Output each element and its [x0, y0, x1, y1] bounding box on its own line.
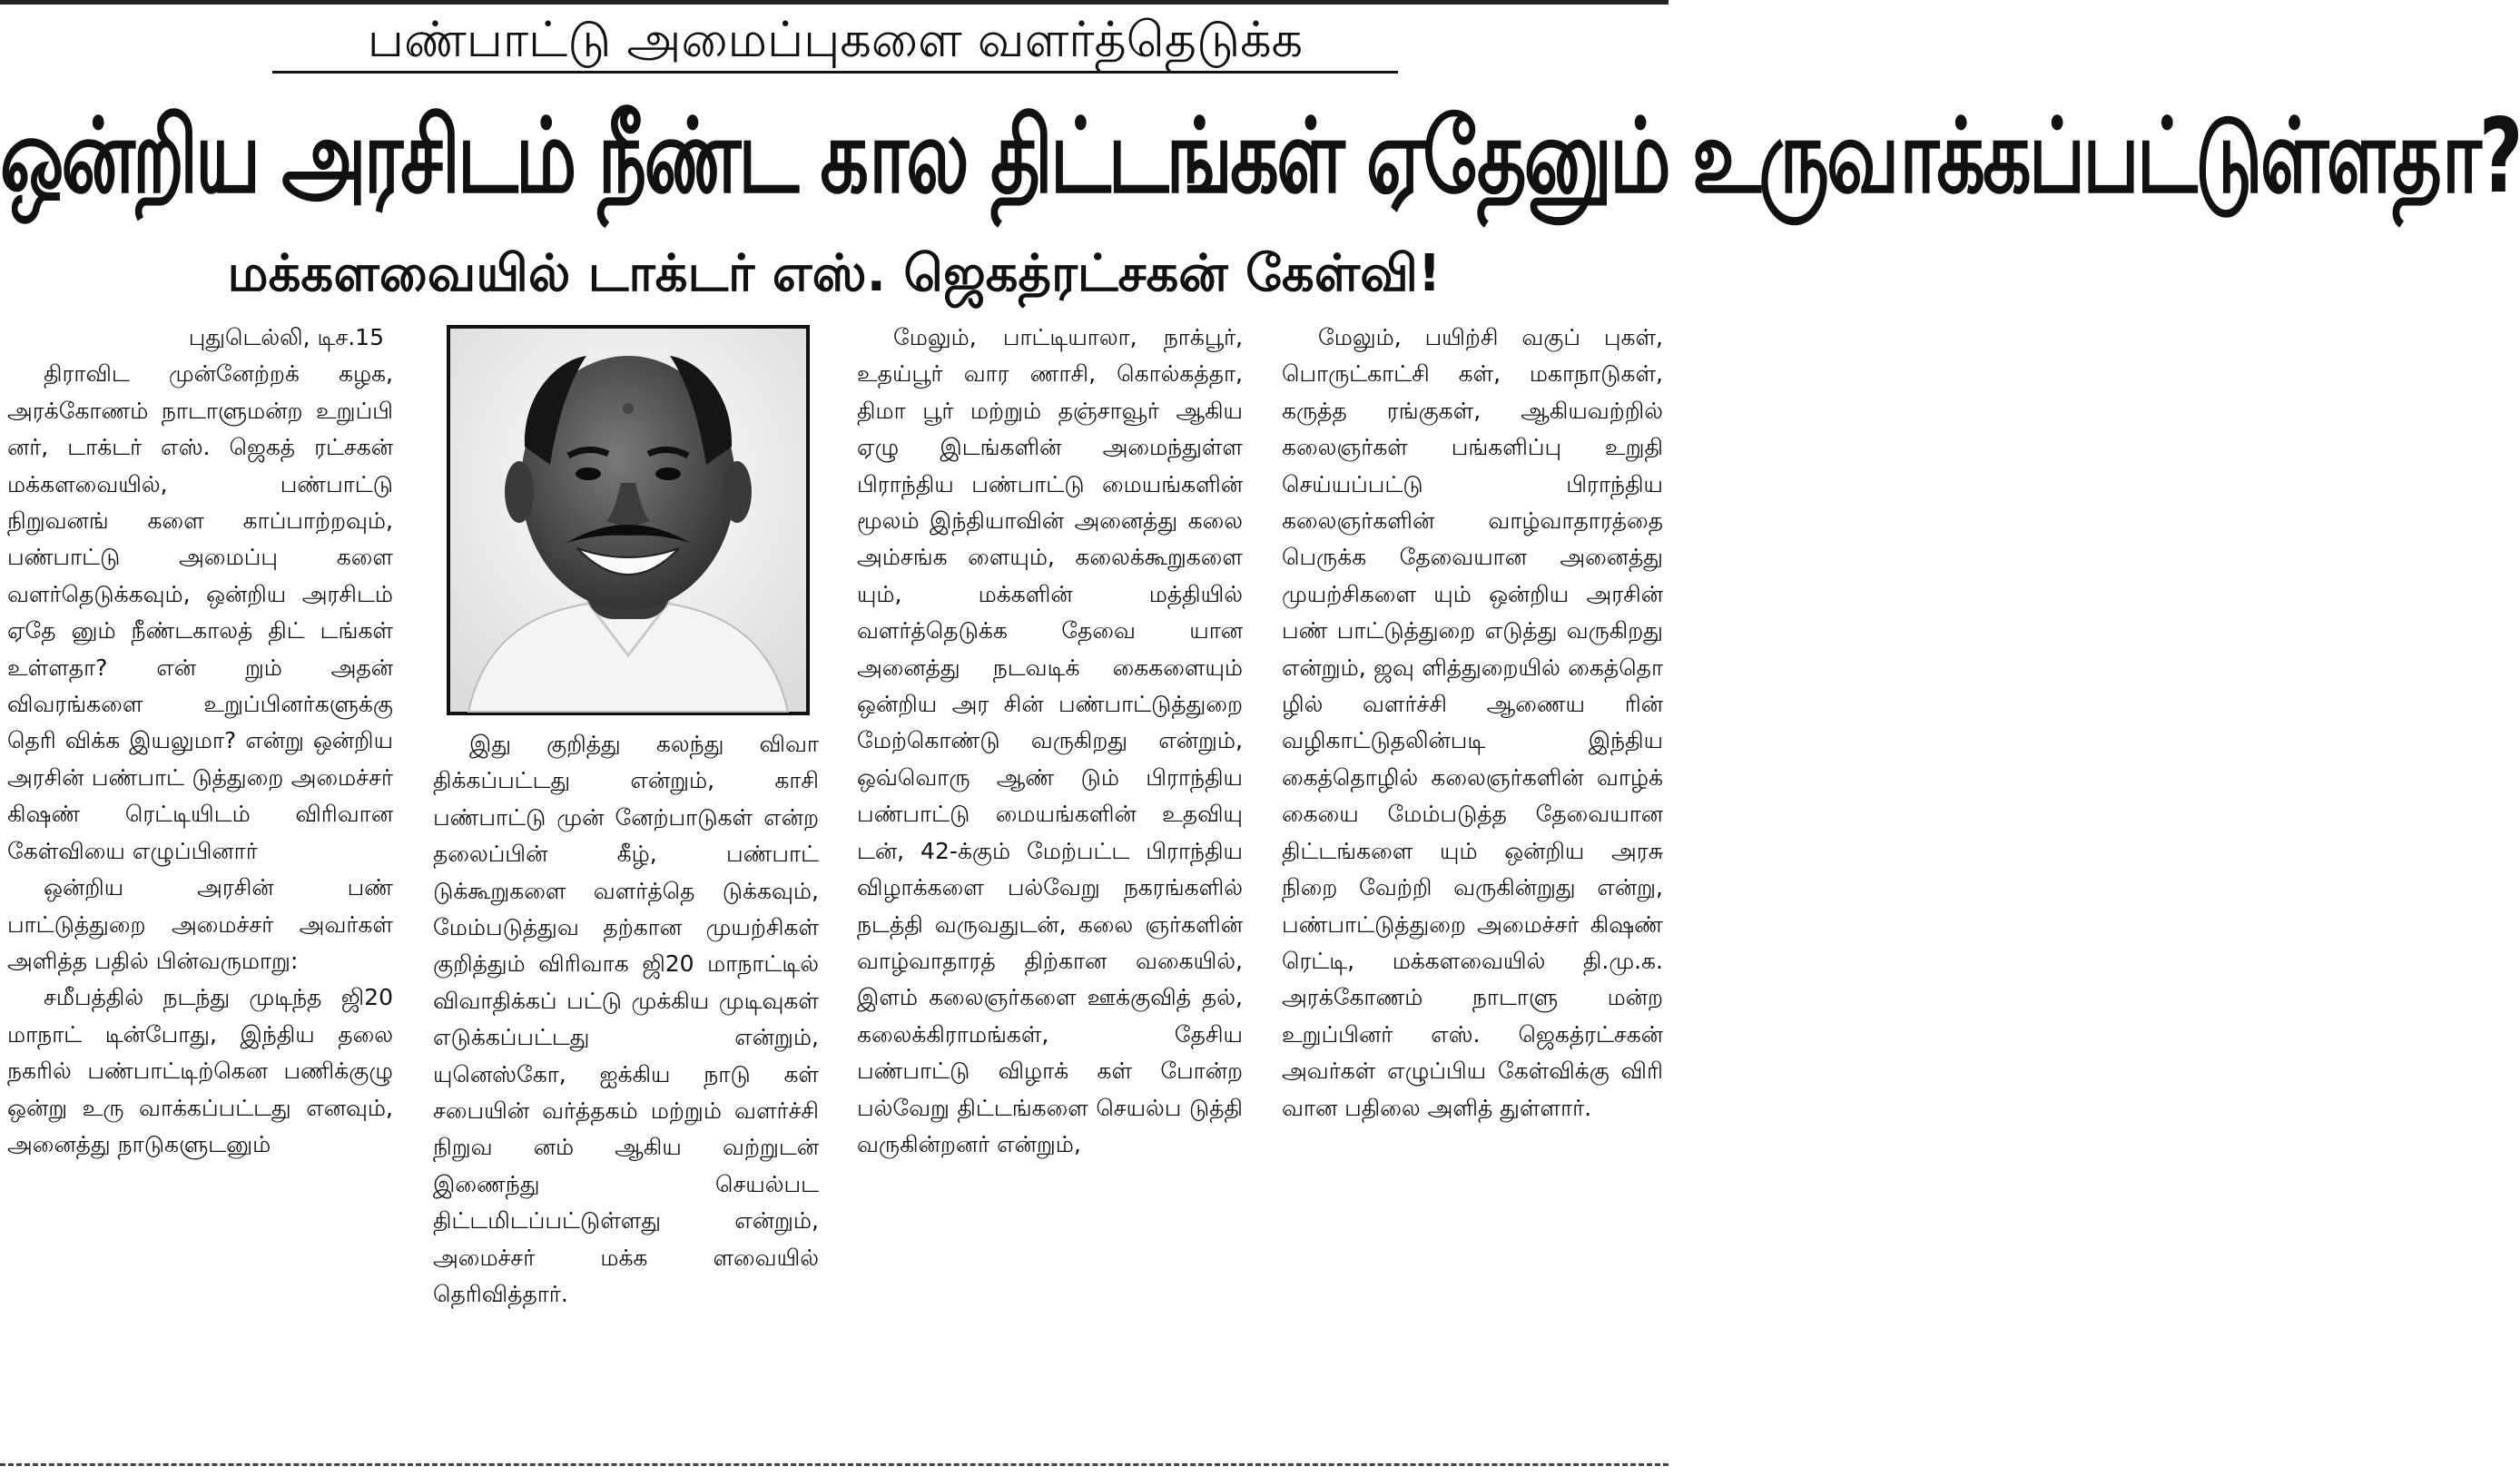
paragraph: திராவிட முன்னேற்றக் கழக, அரக்கோணம் நாடாளுமன்ற உறுப்பி னர், டாக்டர் எஸ். ஜெகத் ரட்சகன் மக்களவையில், பண்பாட்டு நிறுவனங் களை காப்பாற்றவும், பண்பாட்டு அமைப்பு களை வளர்தெடுக்கவும், ஒன்றிய அரசிடம் ஏதே னும் நீண்டகாலத் திட் டங்கள் உள்ளதா? என் றும் அதன் விவரங்களை உறுப்பினர்களுக்கு தெரி விக்க இயலுமா? என்று ஒன்றிய அரசின் பண்பாட் டுத்துறை அமைச்சர் கிஷண் ரெட்டியிடம் விரிவான கேள்வியை எழுப்பினார்	[7, 360, 393, 864]
portrait-illustration	[450, 329, 806, 712]
portrait-photo	[447, 325, 810, 715]
paragraph: ஒன்றிய அரசின் பண் பாட்டுத்துறை அமைச்சர் அவர்கள் அளித்த பதில் பின்வருமாறு:	[7, 874, 393, 974]
article-column-4	[1282, 320, 1663, 1454]
paragraph: இது குறித்து கலந்து விவா திக்கப்பட்டது என்றும், காசி பண்பாட்டு முன் னேற்பாடுகள் என்ற தலைப்பின் கீழ், பண்பாட் டுக்கூறுகளை வளர்த்தெ டுக்கவும், மேம்படுத்துவ தற்கான முயற்சிகள் குறித்தும் விரிவாக ஜி20 மாநாட்டில் விவாதிக்கப் பட்டு முக்கிய முடிவுகள் எடுக்கப்பட்டது என்றும், யுனெஸ்கோ, ஐக்கிய நாடு கள் சபையின் வர்த்தகம் மற்றும் வளர்ச்சி நிறுவ னம் ஆகிய வற்றுடன் இணைந்து செயல்பட திட்டமிடப்பட்டுள்ளது என்றும், அமைச்சர் மக்க ளவையில் தெரிவித்தார்.	[433, 731, 819, 1308]
paragraph: மேலும், பாட்டியாலா, நாக்பூர், உதய்பூர் வார ணாசி, கொல்கத்தா, திமா பூர் மற்றும் தஞ்சாவூர் ஆகிய ஏழு இடங்களின் அமைந்துள்ள பிராந்திய பண்பாட்டு மையங்களின் மூலம் இந்தியாவின் அனைத்து கலை அம்சங்க ளையும், கலைக்கூறுகளை யும், மக்களின் மத்தியில் வளர்த்தெடுக்க தேவை யான அனைத்து நடவடிக் கைகளையும் ஒன்றிய அர சின் பண்பாட்டுத்துறை மேற்கொண்டு வருகிறது என்றும், ஒவ்வொரு ஆண் டும் பிராந்திய பண்பாட்டு மையங்களின் உதவியு டன், 42-க்கும் மேற்பட்ட பிராந்திய விழாக்களை பல்வேறு நகரங்களில் நடத்தி வருவதுடன், கலை ஞர்களின் வாழ்வாதாரத் திற்கான வகையில், இளம் கலைஞர்களை ஊக்குவித் தல், கலைக்கிராமங்கள், தேசிய பண்பாட்டு விழாக் கள் போன்ற பல்வேறு திட்டங்களை செயல்ப டுத்தி வருகின்றனர் என்றும்,	[857, 324, 1243, 1157]
article-column-2	[433, 726, 819, 1452]
kicker-headline: பண்பாட்டு அமைப்புகளை வளர்த்தெடுக்க	[367, 11, 1304, 68]
top-rule	[0, 0, 1669, 5]
dateline: புதுடெல்லி, டிச.15	[188, 324, 384, 350]
sub-headline: மக்களவையில் டாக்டர் எஸ். ஜெகத்ரட்சகன் கேள்வி!	[227, 244, 1442, 303]
article-column-1	[7, 320, 393, 1454]
main-headline: ஒன்றிய அரசிடம் நீண்ட கால திட்டங்கள் ஏதேனும் உருவாக்கப்பட்டுள்ளதா?	[0, 95, 2520, 217]
paragraph: மேலும், பயிற்சி வகுப் புகள், பொருட்காட்சி கள், மகாநாடுகள், கருத்த ரங்குகள், ஆகியவற்றில் கலைஞர்கள் பங்களிப்பு உறுதி செய்யப்பட்டு பிராந்திய கலைஞர்களின் வாழ்வாதாரத்தை பெருக்க தேவையான அனைத்து முயற்சிகளை யும் ஒன்றிய அரசின் பண் பாட்டுத்துறை எடுத்து வருகிறது என்றும், ஜவு ளித்துறையில் கைத்தொ ழில் வளர்ச்சி ஆணைய ரின் வழிகாட்டுதலின்படி இந்திய கைத்தொழில் கலைஞர்களின் வாழ்க் கையை மேம்படுத்த தேவையான திட்டங்களை யும் ஒன்றிய அரசு நிறை வேற்றி வருகின்றுது என்று, பண்பாட்டுத்துறை அமைச்சர் கிஷண் ரெட்டி, மக்களவையில் தி.மு.க. அரக்கோணம் நாடாளு மன்ற உறுப்பினர் எஸ். ஜெகத்ரட்சகன் அவர்கள் எழுப்பிய கேள்விக்கு விரி வான பதிலை அளித் துள்ளார்.	[1282, 324, 1663, 1121]
bottom-dashed-rule	[0, 1463, 1669, 1466]
article-column-3	[857, 320, 1243, 1454]
paragraph: சமீபத்தில் நடந்து முடிந்த ஜி20 மாநாட் டின்போது, இந்திய தலை நகரில் பண்பாட்டிற்கென பணிக்குழு ஒன்று உரு வாக்கப்பட்டது எனவும், அனைத்து நாடுகளுடனும்	[7, 984, 393, 1157]
